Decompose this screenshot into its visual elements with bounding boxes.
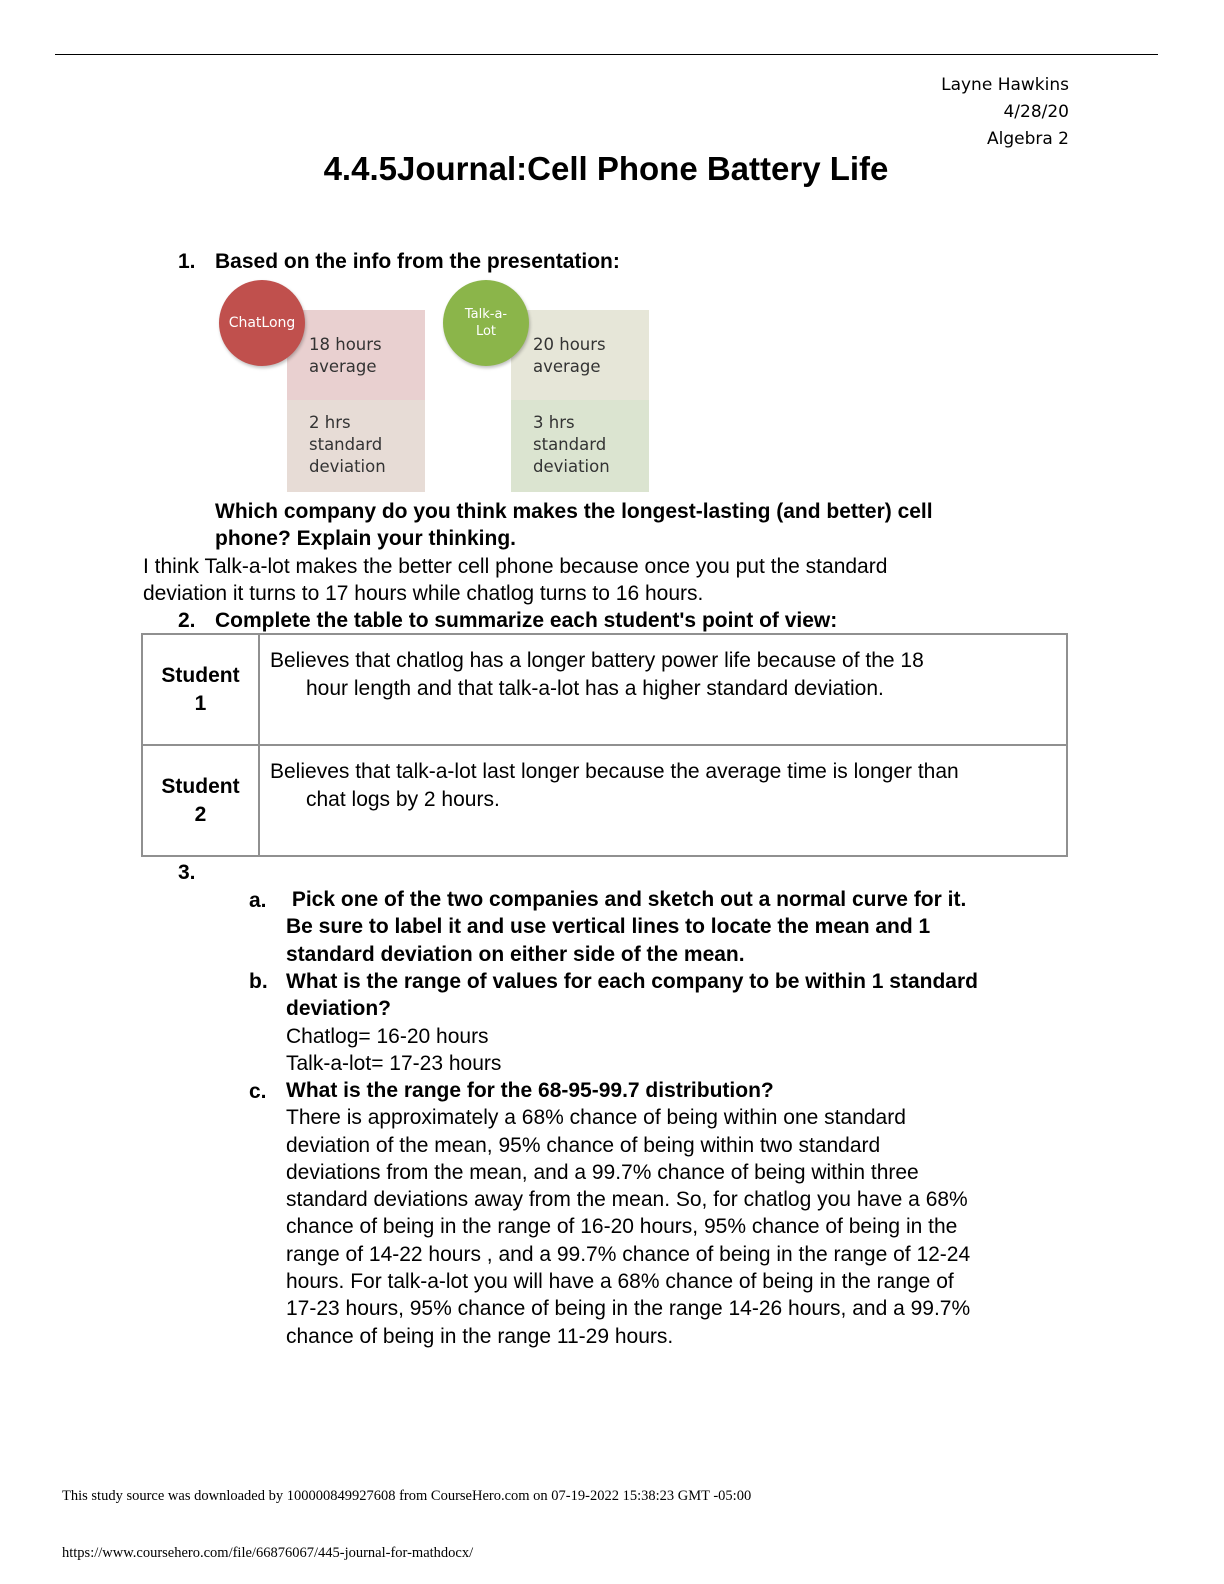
chatlong-sd-box (287, 400, 425, 492)
q1-prompt: Based on the info from the presentation: (215, 250, 620, 273)
talkalot-sd-box (511, 400, 649, 492)
student-1-label-line2: 1 (194, 691, 207, 715)
q3a-letter: a. (249, 889, 267, 912)
q1-answer-line2: deviation it turns to 17 hours while chatlog turns to 16 hours. (143, 582, 704, 605)
talkalot-name-line2: Lot (475, 324, 497, 339)
course-name: Algebra 2 (986, 129, 1069, 149)
table-row (142, 634, 1067, 745)
q3a-line1: Pick one of the two companies and sketch out a normal curve for it. (286, 888, 967, 911)
q3b-line1: What is the range of values for each company to be within 1 standard (286, 970, 978, 993)
q1-number: 1. (178, 250, 196, 273)
table-row (142, 745, 1067, 856)
q1-question-line2: phone? Explain your thinking. (215, 527, 517, 550)
q3b-line2: deviation? (286, 997, 392, 1021)
q3c-answer-line: chance of being in the range 11-29 hours. (286, 1324, 674, 1348)
talkalot-name-line1: Talk-a- (464, 307, 508, 322)
q3c-answer-line: There is approximately a 68% chance of being within one standard (286, 1106, 906, 1130)
q1-answer (143, 553, 1043, 607)
student-1-label (142, 634, 259, 745)
talkalot-average-label: average (533, 357, 601, 376)
q3c-answer-line: range of 14-22 hours , and a 99.7% chance of being in the range of 12-24 (286, 1242, 971, 1266)
q3c-body (286, 1077, 1086, 1350)
talkalot-badge (443, 280, 529, 366)
student-2-label-line2: 2 (194, 802, 207, 826)
student-2-label (142, 745, 259, 856)
battery-infographic (215, 278, 655, 494)
q3b-answer1: Chatlog= 16-20 hours (286, 1024, 489, 1048)
student-1-view-line1: Believes that chatlog has a longer battery power life because of the 18 (270, 649, 924, 672)
chatlong-average-value: 18 hours (309, 335, 382, 354)
chatlong-card (287, 310, 425, 492)
q3c-question: What is the range for the 68-95-99.7 distribution? (286, 1079, 774, 1102)
student-1-label-line1: Student (161, 663, 240, 687)
q3c-answer-line: deviation of the mean, 95% chance of being within two standard (286, 1133, 881, 1157)
talkalot-card (511, 310, 649, 492)
header-info (941, 72, 1069, 153)
student-1-view-line2: hour length and that talk-a-lot has a higher standard deviation. (306, 677, 884, 700)
download-notice: This study source was downloaded by 100000849927608 from CourseHero.com on 07-19-2022 15:38:23 GMT -05:00 (62, 1488, 752, 1504)
q1-question (215, 498, 1075, 552)
q3b-body (286, 968, 1086, 1077)
q1-question-line1: Which company do you think makes the longest-lasting (and better) cell (215, 500, 933, 523)
chatlong-badge (219, 280, 305, 366)
q3c-answer-line: deviations from the mean, and a 99.7% chance of being within three (286, 1160, 919, 1184)
q2-number: 2. (178, 609, 196, 632)
talkalot-average-value: 20 hours (533, 335, 606, 354)
chatlong-name: ChatLong (228, 315, 296, 331)
student-2-view-line2: chat logs by 2 hours. (306, 788, 500, 811)
student-2-view-line1: Believes that talk-a-lot last longer because the average time is longer than (270, 760, 959, 783)
talkalot-average-box (511, 310, 649, 400)
page-title: 4.4.5Journal:Cell Phone Battery Life (323, 150, 889, 187)
document-date: 4/28/20 (1003, 102, 1069, 122)
q3c-answer-line: hours. For talk-a-lot you will have a 68% chance of being in the range of (286, 1270, 954, 1294)
q3c-answer-line: chance of being in the range of 16-20 hours, 95% chance of being in the (286, 1215, 958, 1239)
q1-answer-line1: I think Talk-a-lot makes the better cell phone because once you put the standard (143, 555, 888, 578)
source-url[interactable]: https://www.coursehero.com/file/66876067/445-journal-for-mathdocx/ (62, 1545, 474, 1561)
chatlong-sd-label1: standard (309, 435, 383, 454)
q3c-letter: c. (249, 1080, 267, 1103)
chatlong-average-box (287, 310, 425, 400)
q3a-line3: standard deviation on either side of the mean. (286, 942, 745, 966)
q3a-line2: Be sure to label it and use vertical lines to locate the mean and 1 (286, 915, 931, 939)
student-1-view (259, 634, 1067, 745)
chatlong-sd-label2: deviation (309, 457, 386, 476)
talkalot-sd-value: 3 hrs (533, 413, 575, 432)
student-table (141, 633, 1068, 857)
q3b-letter: b. (249, 970, 268, 993)
chatlong-sd-value: 2 hrs (309, 413, 351, 432)
student-2-label-line1: Student (161, 774, 240, 798)
q3b-answer2: Talk-a-lot= 17-23 hours (286, 1051, 502, 1075)
top-rule (55, 54, 1158, 55)
student-2-view (259, 745, 1067, 856)
q2-prompt: Complete the table to summarize each student's point of view: (215, 609, 838, 632)
q3-number: 3. (178, 861, 196, 884)
talkalot-sd-label1: standard (533, 435, 607, 454)
talkalot-sd-label2: deviation (533, 457, 610, 476)
author-name: Layne Hawkins (941, 75, 1069, 95)
chatlong-average-label: average (309, 357, 377, 376)
q3c-answer-line: standard deviations away from the mean. So, for chatlog you have a 68% (286, 1188, 968, 1212)
q3a-body (286, 886, 1086, 968)
q3c-answer-line: 17-23 hours, 95% chance of being in the range 14-26 hours, and a 99.7% (286, 1297, 971, 1321)
